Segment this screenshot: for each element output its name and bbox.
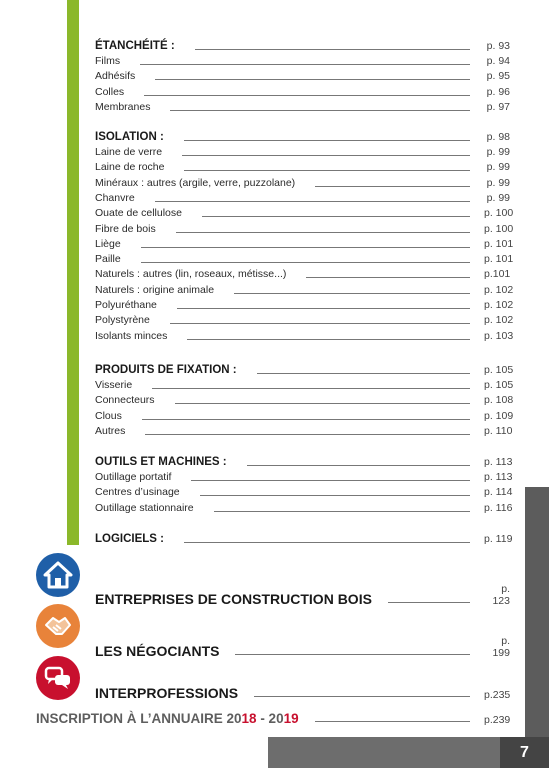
page-ref: p.239 (484, 714, 511, 726)
toc-entry[interactable] (95, 55, 510, 68)
speech-bubbles-icon (36, 656, 80, 700)
entry-label: Membranes (95, 100, 151, 113)
leader-line (315, 186, 470, 187)
entry-label: Connecteurs (95, 394, 155, 407)
entry-label: Fibre de bois (95, 222, 156, 235)
toc-entry[interactable] (95, 486, 513, 499)
leader-line (187, 339, 470, 340)
leader-line (195, 49, 470, 50)
section-heading[interactable] (95, 131, 510, 144)
leader-line (184, 542, 470, 543)
entry-label: Adhésifs (95, 70, 136, 83)
toc-entry[interactable] (95, 329, 514, 343)
chapter-title: LES NÉGOCIANTS (95, 643, 220, 659)
leader-line (141, 247, 470, 248)
section-heading[interactable] (95, 456, 513, 469)
leader-line (144, 95, 470, 96)
leader-line (170, 323, 470, 324)
entry-label: Laine de roche (95, 161, 165, 174)
chapter-entry[interactable] (95, 583, 510, 607)
leader-line (184, 170, 470, 171)
toc-entry[interactable] (95, 314, 514, 327)
leader-line (155, 201, 470, 202)
page-ref: p. 123 (492, 583, 510, 607)
page-ref: p. 102 (484, 314, 514, 327)
entry-label: Outillage stationnaire (95, 501, 194, 514)
entry-label: Autres (95, 424, 126, 437)
leader-line (247, 465, 470, 466)
page-ref: p.235 (484, 689, 511, 701)
page-ref: p. 109 (484, 409, 514, 422)
leader-line (254, 696, 470, 697)
entry-label: Minéraux : autres (argile, verre, puzzolane) (95, 176, 296, 189)
leader-line (202, 216, 470, 217)
section-title: PRODUITS DE FIXATION : (95, 364, 237, 376)
leader-line (175, 403, 470, 404)
entry-label: Paille (95, 253, 121, 266)
leader-line (155, 79, 470, 80)
page-ref: p. 94 (486, 55, 510, 67)
section-heading[interactable] (95, 533, 513, 546)
toc-entry[interactable] (95, 409, 514, 423)
leader-line (184, 140, 470, 141)
page-ref: p. 101 (484, 237, 514, 250)
toc-entry[interactable] (95, 379, 514, 392)
entry-label: Naturels : origine animale (95, 283, 215, 296)
page-ref: p. 119 (484, 533, 513, 545)
page-ref: p. 96 (486, 85, 510, 98)
leader-line (182, 155, 470, 156)
leader-line (177, 308, 470, 309)
toc-entry[interactable] (95, 146, 510, 159)
page-ref: p. 113 (484, 471, 513, 483)
page-number: 7 (500, 737, 549, 768)
toc-entry[interactable] (95, 222, 514, 236)
toc-entry[interactable] (95, 237, 514, 251)
chapter-entry[interactable] (95, 635, 510, 659)
toc-entry[interactable] (95, 299, 514, 312)
entry-label: Naturels : autres (lin, roseaux, métisse...) (95, 268, 287, 281)
leader-line (141, 262, 470, 263)
house-icon (36, 553, 80, 597)
toc-entry[interactable] (95, 86, 510, 99)
leader-line (315, 721, 470, 722)
entry-label: Visserie (95, 379, 133, 391)
leader-line (191, 480, 470, 481)
page-ref: p. 93 (486, 40, 510, 52)
leader-line (388, 602, 470, 603)
leader-line (200, 495, 470, 496)
toc-entry[interactable] (95, 177, 510, 190)
leader-line (170, 110, 470, 111)
entry-label: Films (95, 55, 121, 67)
page-ref: p. 98 (486, 131, 510, 143)
chapter-title: INTERPROFESSIONS (95, 685, 239, 701)
section-title: ISOLATION : (95, 131, 164, 143)
leader-line (214, 511, 470, 512)
leader-line (145, 434, 470, 435)
page-ref: p. 101 (484, 253, 514, 266)
leader-line (257, 373, 470, 374)
page-ref: p. 99 (486, 146, 510, 158)
page-ref: p. 114 (484, 486, 513, 499)
leader-line (176, 232, 470, 233)
toc-entry[interactable] (95, 161, 510, 174)
toc-entry[interactable] (95, 471, 513, 484)
page-ref: p. 100 (484, 222, 514, 235)
toc-entry[interactable] (95, 253, 514, 266)
page-ref: p. 95 (486, 70, 510, 83)
page-ref: p. 99 (486, 161, 510, 174)
page-ref: p. 97 (486, 100, 510, 113)
leader-line (152, 388, 470, 389)
page-ref: p. 105 (484, 379, 514, 391)
toc-entry[interactable] (95, 501, 513, 515)
chapter-title: ENTREPRISES DE CONSTRUCTION BOIS (95, 591, 372, 607)
green-side-bar (67, 0, 79, 545)
entry-label: Polystyrène (95, 314, 150, 327)
page-ref: p. 116 (484, 501, 513, 514)
page-ref: p. 102 (484, 299, 514, 311)
toc-entry[interactable] (95, 283, 514, 297)
entry-label: Polyuréthane (95, 299, 157, 311)
entry-label: Ouate de cellulose (95, 207, 182, 220)
right-edge-strip (525, 487, 549, 768)
leader-line (235, 654, 470, 655)
entry-label: Centres d’usinage (95, 486, 180, 499)
page-ref: p. 113 (484, 456, 513, 468)
entry-label: Laine de verre (95, 146, 163, 158)
section-heading[interactable] (95, 364, 514, 377)
entry-label: Isolants minces (95, 329, 168, 342)
toc-entry[interactable] (95, 394, 514, 407)
entry-label: Chanvre (95, 191, 135, 204)
leader-line (306, 277, 470, 278)
inscription-entry[interactable] (36, 711, 510, 726)
toc-entry[interactable] (95, 192, 510, 205)
toc-entry[interactable] (95, 424, 513, 438)
toc-entry[interactable] (95, 268, 510, 281)
entry-label: Liège (95, 237, 121, 250)
page-ref: p. 100 (484, 207, 514, 220)
toc-entry[interactable] (95, 101, 510, 114)
section-title: ÉTANCHÉITÉ : (95, 40, 175, 52)
toc-entry[interactable] (95, 207, 514, 220)
page-ref: p. 108 (484, 394, 514, 407)
entry-label: Clous (95, 409, 122, 422)
inscription-title: INSCRIPTION À L’ANNUAIRE 2018 - 2019 (36, 711, 299, 726)
page-ref: p. 110 (484, 424, 513, 437)
leader-line (140, 64, 470, 65)
section-heading[interactable] (95, 40, 510, 53)
page-ref: p.101 (484, 268, 511, 281)
leader-line (142, 419, 470, 420)
entry-label: Outillage portatif (95, 471, 172, 483)
page-ref: p. 99 (486, 191, 510, 204)
section-title: OUTILS ET MACHINES : (95, 456, 227, 468)
toc-entry[interactable] (95, 70, 510, 83)
page-ref: p. 103 (484, 329, 514, 342)
leader-line (234, 293, 470, 294)
section-title: LOGICIELS : (95, 533, 164, 545)
chapter-entry[interactable] (95, 685, 510, 701)
handshake-icon (36, 604, 80, 648)
page-ref: p. 199 (492, 635, 510, 659)
page-ref: p. 105 (484, 364, 514, 376)
page-ref: p. 99 (486, 176, 510, 189)
entry-label: Colles (95, 85, 125, 98)
page-ref: p. 102 (484, 283, 514, 296)
